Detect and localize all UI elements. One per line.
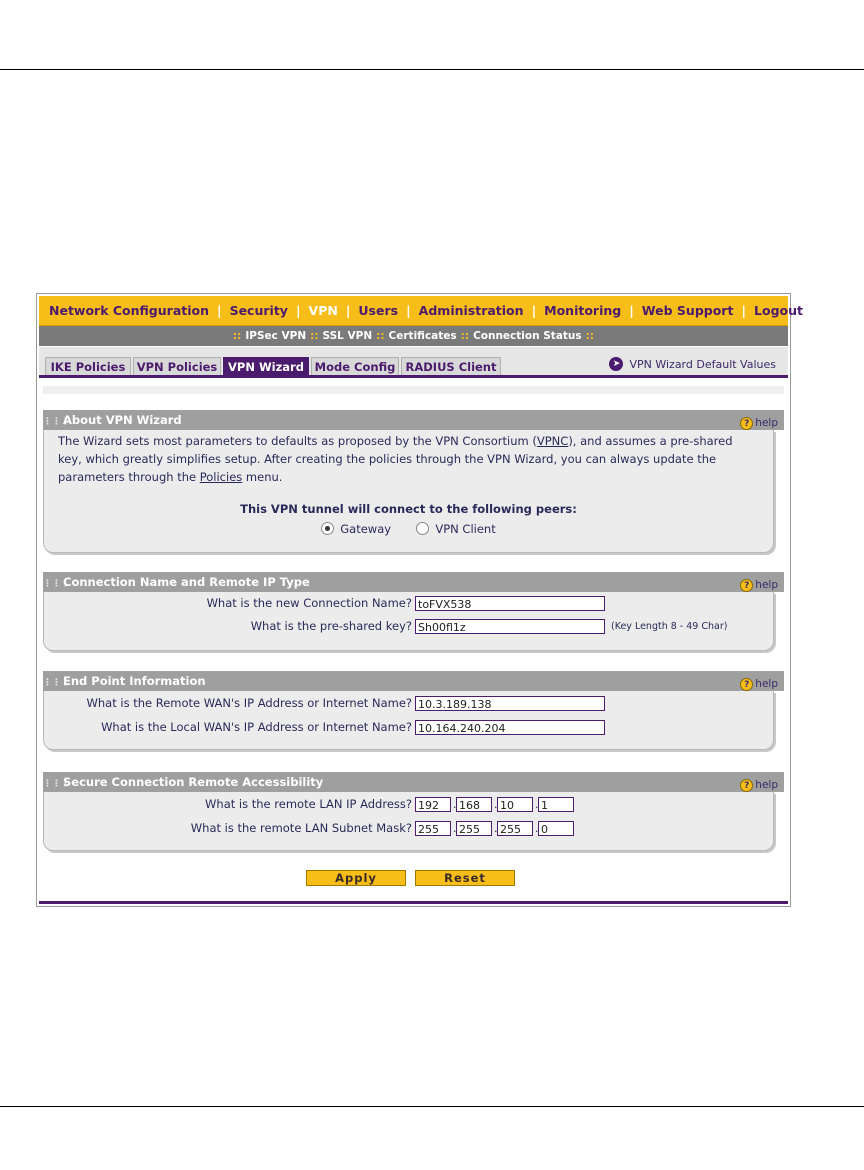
section-body-about [43,430,774,553]
nav-security[interactable]: Security [229,303,288,318]
remote-ip-octet-1[interactable]: 192 [415,797,451,812]
nav-users[interactable]: Users [358,303,399,318]
subnav-ssl-vpn[interactable]: SSL VPN [322,330,373,342]
question-icon: ? [740,678,753,691]
sub-navigation [39,326,788,346]
octet-dot: . [453,822,457,835]
nav-vpn[interactable]: VPN [308,303,338,318]
nav-separator: | [345,303,351,318]
top-navigation [39,296,816,326]
remote-lan-ip-label: What is the remote LAN IP Address? [205,797,412,811]
octet-dot: . [535,822,539,835]
section-title: About VPN Wizard [63,413,182,427]
help-label: help [755,779,778,791]
connection-name-input[interactable]: toFVX538 [415,596,605,611]
subnet-mask-octet-1[interactable]: 255 [415,821,451,836]
about-text-part: menu. [242,470,283,484]
subnav-ipsec-vpn[interactable]: IPSec VPN [245,330,307,342]
nav-separator: | [406,303,411,318]
grip-icon: ⋮⋮⋮ [43,779,70,789]
top-rule [0,69,864,70]
nav-separator: | [741,303,747,318]
tab-vpn-wizard[interactable]: VPN Wizard [223,357,309,375]
apply-button[interactable]: Apply [306,870,406,886]
grip-icon: ⋮⋮⋮ [43,417,70,427]
nav-separator: | [531,303,537,318]
nav-separator: | [811,303,816,318]
gateway-radio-label: Gateway [340,522,392,536]
subnav-separator: :: [376,330,385,342]
subnav-separator: :: [310,330,319,342]
policies-link[interactable]: Policies [199,470,243,484]
defaults-link-label: VPN Wizard Default Values [629,357,776,371]
subnav-separator: :: [460,330,470,342]
section-header-endpoint [43,671,784,691]
octet-dot: . [494,798,498,811]
nav-administration[interactable]: Administration [418,303,524,318]
subnav-separator: :: [585,330,595,342]
local-wan-label: What is the Local WAN's IP Address or Internet Name? [101,720,412,734]
about-text-part: The Wizard sets most parameters to defaults as proposed by the VPN Consortium ( [58,434,537,448]
reset-button[interactable]: Reset [415,870,515,886]
nav-network-configuration[interactable]: Network Configuration [49,303,209,318]
vpn-client-radio[interactable] [416,522,429,535]
section-header-secure [43,772,784,792]
arrow-right-icon: ➤ [609,357,623,371]
vpn-wizard-default-values-link[interactable] [609,357,776,371]
about-text-part: ), and assumes a pre-shared key, which greatly simplifies setup. After creating the policies through the VPN Wizard, you can always update the parameters through the [58,434,733,484]
about-text [58,432,759,486]
section-body-secure [43,792,774,851]
section-header-about [43,410,784,430]
subnet-mask-octet-3[interactable]: 255 [497,821,533,836]
grip-icon: ⋮⋮⋮ [43,678,70,688]
vpnc-link[interactable]: VPNC [536,434,569,448]
octet-dot: . [494,822,498,835]
remote-ip-octet-2[interactable]: 168 [456,797,492,812]
vpn-client-radio-label: VPN Client [435,522,496,536]
grip-icon: ⋮⋮⋮ [43,579,70,589]
question-icon: ? [740,417,753,430]
nav-monitoring[interactable]: Monitoring [544,303,622,318]
bottom-band [39,901,788,904]
remote-lan-mask-label: What is the remote LAN Subnet Mask? [190,821,412,835]
connection-name-label: What is the new Connection Name? [206,596,412,610]
remote-wan-label: What is the Remote WAN's IP Address or Internet Name? [86,696,412,710]
question-icon: ? [740,579,753,592]
section-body-connection [43,592,774,651]
nav-web-support[interactable]: Web Support [641,303,734,318]
peers-title: This VPN tunnel will connect to the following peers: [240,502,577,516]
nav-separator: | [295,303,301,318]
remote-ip-octet-3[interactable]: 10 [497,797,533,812]
help-label: help [755,579,778,591]
tab-radius-client[interactable]: RADIUS Client [401,357,501,375]
section-title: Secure Connection Remote Accessibility [63,775,324,789]
subnav-separator: :: [232,330,242,342]
content-area [39,378,788,904]
section-title: End Point Information [63,674,206,688]
octet-dot: . [535,798,539,811]
pre-shared-key-input[interactable]: Sh00fl1z [415,619,605,634]
section-title: Connection Name and Remote IP Type [63,575,310,589]
nav-separator: | [217,303,222,318]
subnav-connection-status[interactable]: Connection Status [473,330,582,342]
tab-mode-config[interactable]: Mode Config [311,357,399,375]
spacer-bar [43,386,784,394]
tab-bar [39,347,788,378]
tab-ike-policies[interactable]: IKE Policies [45,357,131,375]
nav-logout[interactable]: Logout [754,303,803,318]
bottom-rule [0,1106,864,1107]
key-length-note: (Key Length 8 - 49 Char) [611,621,728,632]
section-header-connection [43,572,784,592]
subnet-mask-octet-2[interactable]: 255 [456,821,492,836]
tab-vpn-policies[interactable]: VPN Policies [133,357,221,375]
section-body-endpoint [43,691,774,750]
local-wan-input[interactable]: 10.164.240.204 [415,720,605,735]
subnav-certificates[interactable]: Certificates [388,330,457,342]
remote-wan-input[interactable]: 10.3.189.138 [415,696,605,711]
subnet-mask-octet-4[interactable]: 0 [538,821,574,836]
question-icon: ? [740,779,753,792]
help-label: help [755,417,778,429]
router-ui-frame [36,293,816,907]
remote-ip-octet-4[interactable]: 1 [538,797,574,812]
peer-type-radios [44,522,773,536]
nav-separator: | [629,303,634,318]
gateway-radio[interactable] [321,522,334,535]
pre-shared-key-label: What is the pre-shared key? [250,619,412,633]
octet-dot: . [453,798,457,811]
help-label: help [755,678,778,690]
